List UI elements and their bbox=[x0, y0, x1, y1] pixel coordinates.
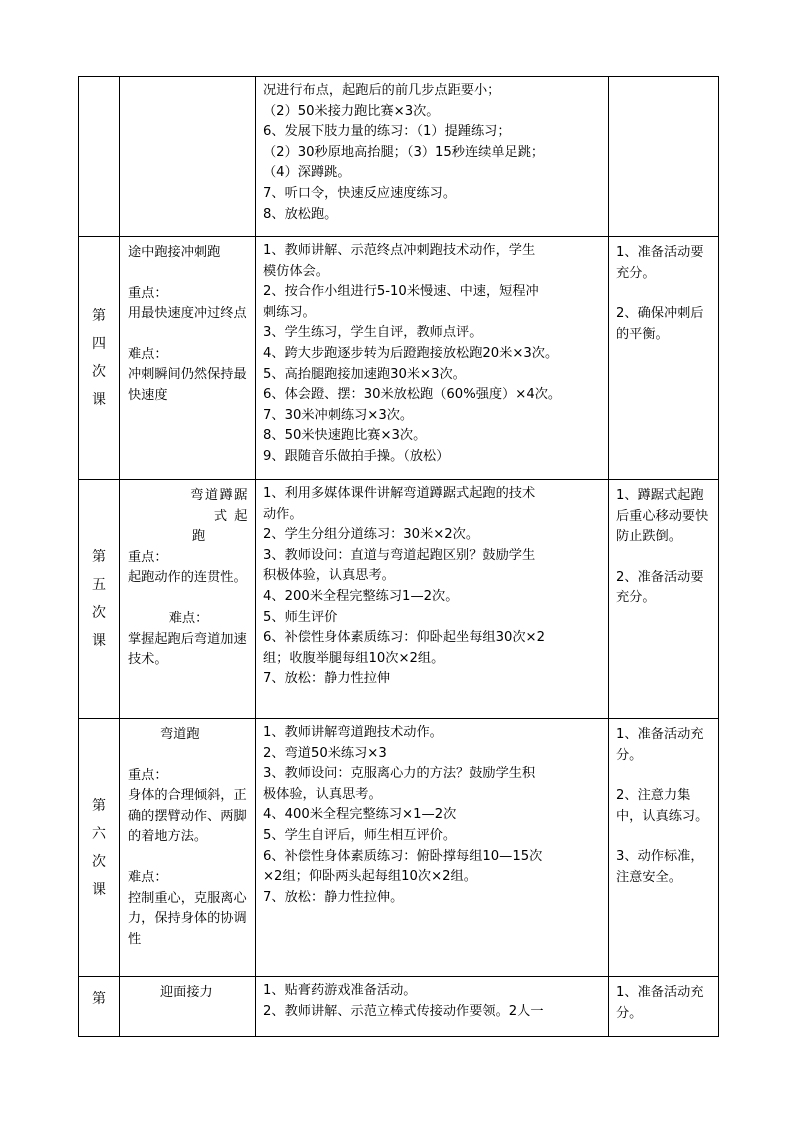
topic-title: 途中跑接冲刺跑 bbox=[128, 245, 221, 260]
process-line: 组；收腹举腿每组10次×2组。 bbox=[263, 650, 445, 666]
process-cell bbox=[256, 719, 609, 977]
process-line: 6、体会蹬、摆：30米放松跑（60%强度）×4次。 bbox=[263, 387, 562, 403]
process-line: 1、教师讲解弯道跑技术动作。 bbox=[263, 725, 443, 740]
process-line: 5、高抬腿跑接加速跑30米×3次。 bbox=[263, 366, 466, 382]
difficulty-label: 难点： bbox=[128, 869, 168, 885]
note-item: 1、准备活动充分。 bbox=[616, 985, 704, 1021]
lesson-number: 第 bbox=[92, 991, 106, 1007]
table-row bbox=[79, 719, 719, 977]
difficulty-label: 难点： bbox=[128, 346, 168, 362]
process-line: 3、教师设问：克服离心力的方法？鼓励学生积 bbox=[263, 766, 536, 782]
difficulty-label: 难点： bbox=[168, 610, 209, 626]
table-row bbox=[79, 77, 719, 237]
process-line: 8、放松跑。 bbox=[263, 206, 338, 222]
lesson-number-cell bbox=[79, 719, 120, 977]
lesson-plan-table bbox=[78, 76, 719, 1037]
note-item: 1、蹲踞式起跑后重心移动要快防止跌倒。 bbox=[616, 488, 709, 545]
process-line: 动作。 bbox=[263, 506, 303, 522]
notes-cell bbox=[609, 977, 719, 1037]
process-line: 5、学生自评后，师生相互评价。 bbox=[263, 827, 457, 843]
process-line: （2）50米接力跑比赛×3次。 bbox=[263, 103, 440, 119]
table-row bbox=[79, 237, 719, 480]
lesson-number-cell bbox=[79, 237, 120, 480]
process-line: 2、学生分组分道练习：30米×2次。 bbox=[263, 527, 480, 543]
note-item: 1、准备活动充分。 bbox=[616, 727, 704, 763]
process-line: 6、发展下肢力量的练习：（1）提踵练习； bbox=[263, 124, 511, 140]
key-point-label: 重点： bbox=[128, 549, 168, 565]
process-line: 6、补偿性身体素质练习：俯卧撑每组10—15次 bbox=[263, 848, 543, 864]
process-line: 5、师生评价 bbox=[263, 609, 338, 625]
lesson-number: 第五次课 bbox=[92, 549, 106, 649]
process-line: 刺练习。 bbox=[263, 304, 316, 320]
difficulty-text: 控制重心，克服离心力，保持身体的协调性 bbox=[128, 890, 247, 947]
topic-title: 迎面接力 bbox=[160, 985, 213, 1000]
process-line: ×2组；仰卧两头起每组10次×2组。 bbox=[263, 869, 477, 885]
process-cell bbox=[256, 977, 609, 1037]
process-line: 4、200米全程完整练习1—2次。 bbox=[263, 588, 459, 604]
process-line: 1、教师讲解、示范终点冲刺跑技术动作，学生 bbox=[263, 243, 536, 258]
process-line: 7、30米冲刺练习×3次。 bbox=[263, 407, 414, 423]
process-line: 模仿体会。 bbox=[263, 263, 329, 279]
process-line: 7、听口令，快速反应速度练习。 bbox=[263, 185, 457, 201]
key-point-text: 起跑动作的连贯性。 bbox=[128, 570, 247, 586]
topic-title: 式 起 bbox=[213, 508, 249, 524]
topic-cell bbox=[120, 977, 256, 1037]
process-line: 7、放松：静力性拉伸 bbox=[263, 671, 391, 687]
note-item: 2、注意力集中，认真练习。 bbox=[616, 788, 709, 824]
process-line: 2、按合作小组进行5-10米慢速、中速，短程冲 bbox=[263, 284, 539, 300]
process-cell bbox=[256, 77, 609, 237]
lesson-number-cell bbox=[79, 77, 120, 237]
process-line: 2、弯道50米练习×3 bbox=[263, 745, 387, 761]
key-point-label: 重点： bbox=[128, 767, 168, 783]
lesson-number-cell bbox=[79, 977, 120, 1037]
process-line: 6、补偿性身体素质练习：仰卧起坐每组30次×2 bbox=[263, 630, 545, 646]
process-cell bbox=[256, 480, 609, 719]
topic-title: 弯道跑 bbox=[160, 727, 200, 742]
difficulty-text: 掌握起跑后弯道加速技术。 bbox=[128, 631, 247, 668]
note-item: 1、准备活动要充分。 bbox=[616, 245, 704, 281]
key-point-text: 用最快速度冲过终点 bbox=[128, 306, 247, 322]
process-line: 3、学生练习，学生自评，教师点评。 bbox=[263, 325, 483, 341]
note-item: 3、动作标准，注意安全。 bbox=[616, 849, 704, 885]
topic-cell bbox=[120, 77, 256, 237]
process-line: 9、跟随音乐做拍手操。（放松） bbox=[263, 448, 450, 464]
process-line: 1、利用多媒体课件讲解弯道蹲踞式起跑的技术 bbox=[263, 486, 536, 501]
process-line: 积极体验，认真思考。 bbox=[263, 568, 395, 584]
difficulty-text: 冲刺瞬间仍然保持最快速度 bbox=[128, 367, 247, 403]
process-line: 4、跨大步跑逐步转为后蹬跑接放松跑20米×3次。 bbox=[263, 345, 559, 361]
notes-cell bbox=[609, 480, 719, 719]
notes-cell bbox=[609, 719, 719, 977]
table-row bbox=[79, 977, 719, 1037]
topic-title: 跑 bbox=[192, 529, 206, 545]
lesson-number: 第六次课 bbox=[92, 797, 106, 898]
process-line: （2）30秒原地高抬腿；（3）15秒连续单足跳； bbox=[263, 144, 545, 160]
notes-cell bbox=[609, 237, 719, 480]
process-line: 3、教师设问：直道与弯道起跑区别？鼓励学生 bbox=[263, 547, 536, 563]
process-line: 况进行布点，起跑后的前几步点距要小； bbox=[263, 83, 501, 98]
topic-cell bbox=[120, 719, 256, 977]
process-line: 极体验，认真思考。 bbox=[263, 786, 382, 802]
lesson-number: 第四次课 bbox=[92, 308, 106, 408]
process-line: 1、贴膏药游戏准备活动。 bbox=[263, 983, 417, 998]
process-line: 8、50米快速跑比赛×3次。 bbox=[263, 428, 427, 444]
topic-cell bbox=[120, 480, 256, 719]
topic-title: 弯道蹲踞 bbox=[190, 488, 249, 503]
notes-cell bbox=[609, 77, 719, 237]
lesson-number-cell bbox=[79, 480, 120, 719]
table-row bbox=[79, 480, 719, 719]
process-cell bbox=[256, 237, 609, 480]
key-point-text: 身体的合理倾斜，正确的摆臂动作、两脚的着地方法。 bbox=[128, 788, 247, 845]
note-item: 2、确保冲刺后的平衡。 bbox=[616, 306, 704, 342]
topic-cell bbox=[120, 237, 256, 480]
process-line: （4）深蹲跳。 bbox=[263, 165, 351, 181]
process-line: 2、教师讲解、示范立棒式传接动作要领。2人一 bbox=[263, 1003, 544, 1019]
key-point-label: 重点： bbox=[128, 285, 168, 301]
process-line: 4、400米全程完整练习×1—2次 bbox=[263, 807, 457, 823]
process-line: 7、放松：静力性拉伸。 bbox=[263, 889, 404, 905]
note-item: 2、准备活动要充分。 bbox=[616, 569, 704, 606]
